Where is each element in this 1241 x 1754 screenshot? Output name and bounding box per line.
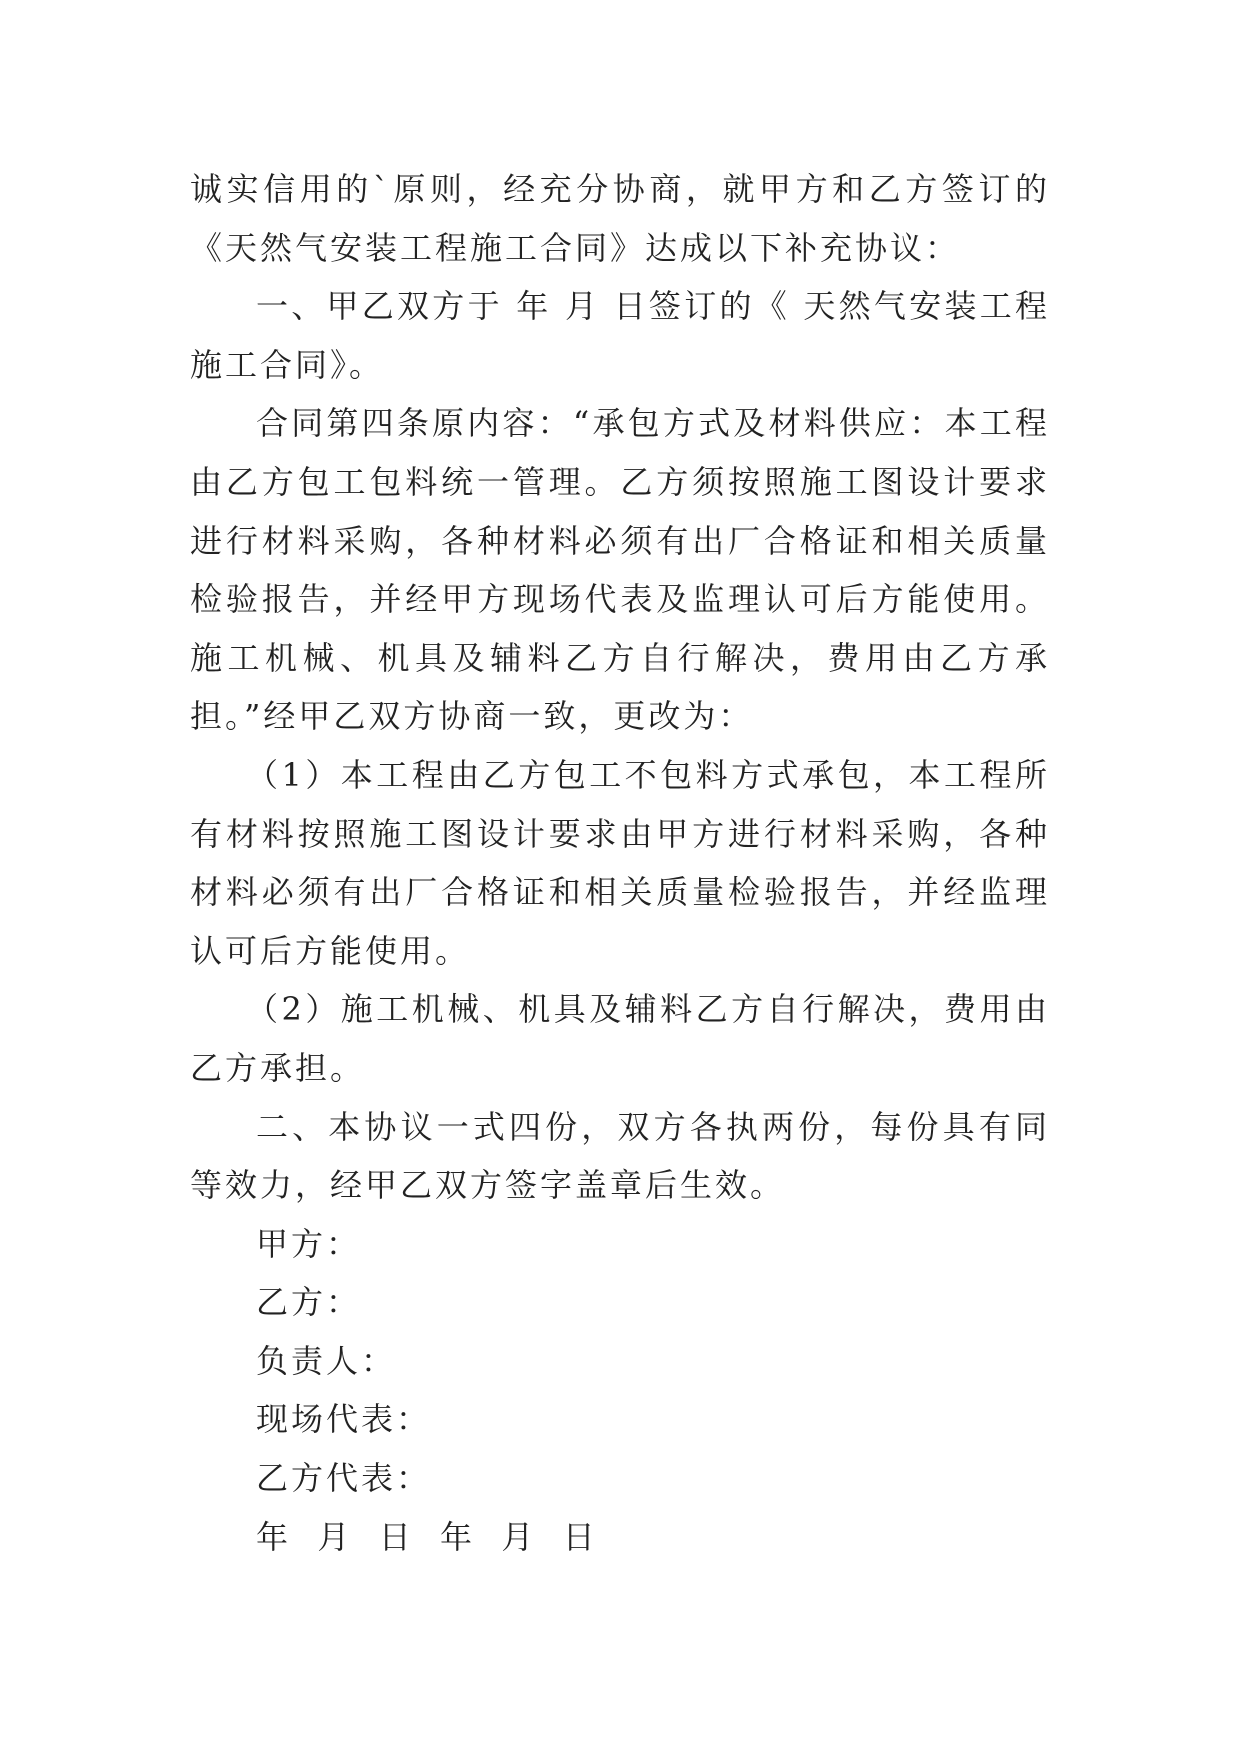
- party-b-representative-label: 乙方代表：: [256, 1459, 432, 1498]
- clause-one: 一、甲乙双方于 年 月 日签订的《 天然气安装工程施工合同》。: [190, 287, 1050, 384]
- signature-dates: 年 月 日 年 月 日: [256, 1517, 598, 1556]
- person-in-charge-label: 负责人：: [256, 1341, 397, 1380]
- opening-paragraph: 诚实信用的`原则，经充分协商，就甲方和乙方签订的《天然气安装工程施工合同》达成以下补充协议：: [190, 170, 1050, 267]
- party-b-label: 乙方：: [256, 1283, 362, 1322]
- amendment-item-2: （2）施工机械、机具及辅料乙方自行解决，费用由乙方承担。: [190, 990, 1050, 1087]
- site-representative-label: 现场代表：: [256, 1400, 432, 1439]
- party-a-label: 甲方：: [256, 1224, 362, 1263]
- amendment-item-1: （1）本工程由乙方包工不包料方式承包，本工程所有材料按照施工图设计要求由甲方进行材料采购，各种材料必须有出厂合格证和相关质量检验报告，并经监理认可后方能使用。: [190, 755, 1050, 970]
- document-body: [190, 160, 1050, 1566]
- clause-two: 二、本协议一式四份，双方各执两份，每份具有同等效力，经甲乙双方签字盖章后生效。: [190, 1107, 1050, 1205]
- original-article-four: 合同第四条原内容：“承包方式及材料供应：本工程由乙方包工包料统一管理。乙方须按照施工图设计要求进行材料采购，各种材料必须有出厂合格证和相关质量检验报告，并经甲方现场代表及监理认可后方能使用。施工机械、机具及辅料乙方自行解决，费用由乙方承担。”经甲乙双方协商一致，更改为：: [190, 404, 1050, 736]
